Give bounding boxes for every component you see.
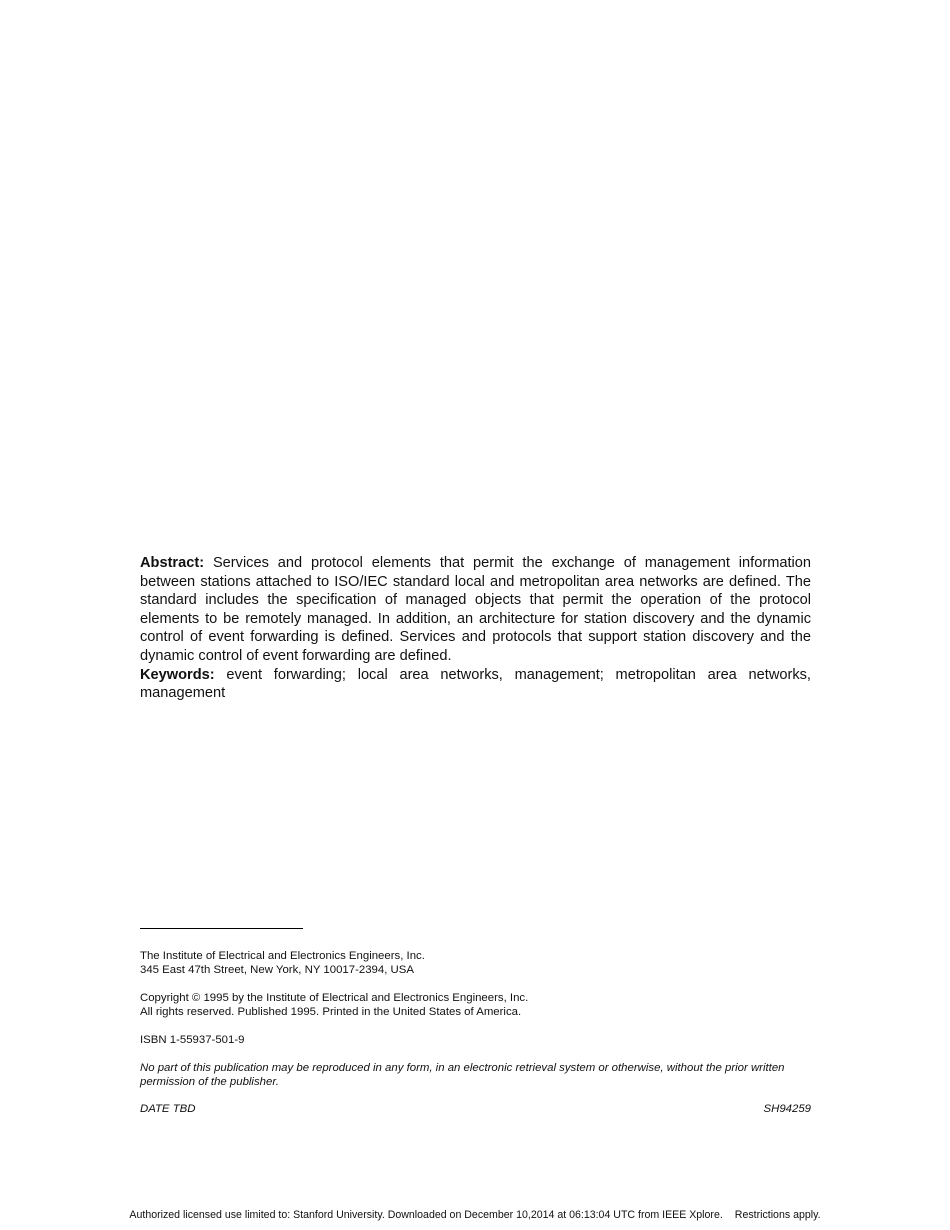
- keywords-paragraph: [140, 666, 811, 703]
- isbn: ISBN 1-55937-501-9: [140, 1034, 245, 1046]
- license-text: Authorized licensed use limited to: Stanford University. Downloaded on December 10,2014 at 06:13:04 UTC from IEEE Xplore.: [129, 1209, 723, 1221]
- copyright-line-1: Copyright © 1995 by the Institute of Electrical and Electronics Engineers, Inc.: [140, 992, 529, 1004]
- document-code: SH94259: [763, 1103, 811, 1115]
- publisher-address: 345 East 47th Street, New York, NY 10017-2394, USA: [140, 964, 414, 976]
- publisher-info: [140, 949, 425, 977]
- publisher-name: The Institute of Electrical and Electronics Engineers, Inc.: [140, 950, 425, 962]
- copyright-line-2: All rights reserved. Published 1995. Printed in the United States of America.: [140, 1006, 522, 1018]
- publication-date: DATE TBD: [140, 1103, 196, 1115]
- restrictions-text: Restrictions apply.: [734, 1209, 821, 1221]
- abstract-label: Abstract:: [140, 555, 205, 571]
- license-footer: [0, 1209, 950, 1222]
- reproduction-notice: No part of this publication may be reproduced in any form, in an electronic retrieval system or otherwise, without the prior written permission of the publisher.: [140, 1062, 785, 1088]
- footnote-divider: [140, 928, 303, 929]
- keywords-label: Keywords:: [140, 666, 215, 683]
- abstract-paragraph: [140, 554, 811, 666]
- abstract-text: Services and protocol elements that permit the exchange of management information between stations attached to ISO/IEC standard local and metropolitan area networks are defined. The standard includes the specification of managed objects that permit the operation of the protocol elements to be remotely managed. In addition, an architecture for station discovery and the dynamic control of event forwarding is defined. Services and protocols that support station discovery and the dynamic control of event forwarding are defined.: [140, 555, 811, 664]
- abstract-section: [140, 554, 811, 703]
- keywords-text: event forwarding; local area networks, management; metropolitan area networks, management: [140, 666, 811, 702]
- copyright-info: [140, 991, 528, 1019]
